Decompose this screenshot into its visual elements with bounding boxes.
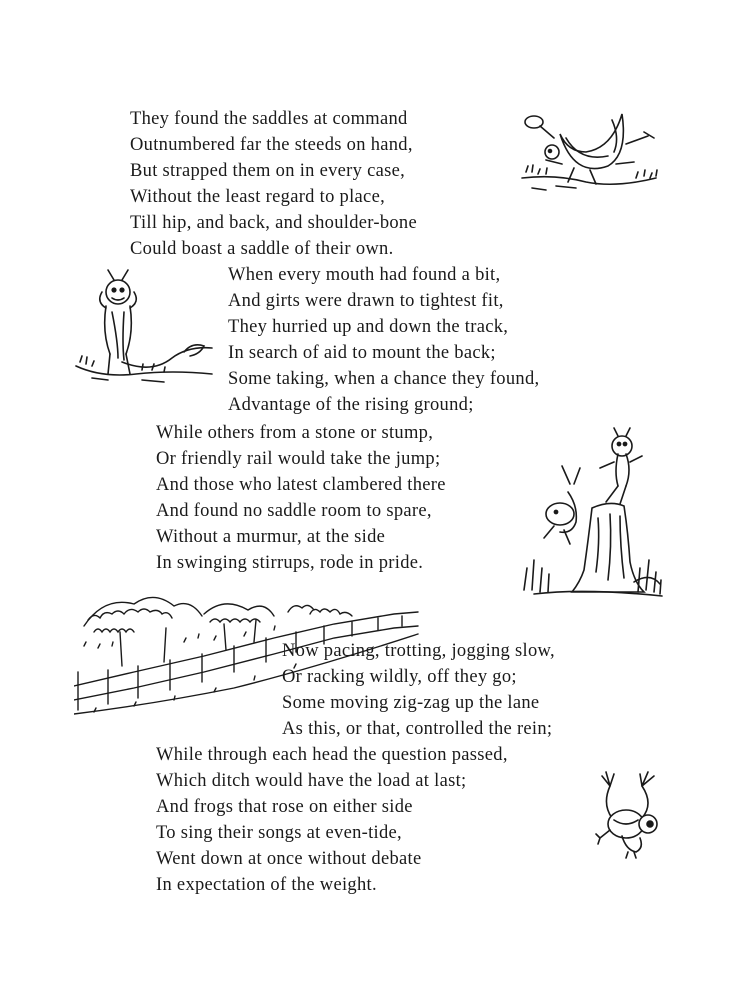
poem-line: In expectation of the weight. [156,875,377,895]
fence-landscape-illustration [74,576,420,718]
poem-line: Some taking, when a chance they found, [228,369,540,389]
poem-line: But strapped them on in every case, [130,161,406,181]
poem-line: And those who latest clambered there [156,475,446,495]
poem-line: Or racking wildly, off they go; [282,667,517,687]
poem-line: As this, or that, controlled the rein; [282,719,553,739]
poem-line: Without the least regard to place, [130,187,385,207]
poem-line: While others from a stone or stump, [156,423,434,443]
poem-line: While through each head the question passed, [156,745,508,765]
poem-line: They found the saddles at command [130,109,408,129]
stump-creatures-illustration [514,422,666,606]
poem-line: Advantage of the rising ground; [228,395,474,415]
saddled-creature-illustration [516,108,666,200]
poem-line: And found no saddle room to spare, [156,501,432,521]
poem-line: Now pacing, trotting, jogging slow, [282,641,555,661]
poem-line: When every mouth had found a bit, [228,265,501,285]
poem-line: They hurried up and down the track, [228,317,509,337]
poem-line: In swinging stirrups, rode in pride. [156,553,424,573]
poem-line: And frogs that rose on either side [156,797,413,817]
frog-illustration [592,768,664,860]
poem-line: To sing their songs at even-tide, [156,823,402,843]
poem-line: Outnumbered far the steeds on hand, [130,135,413,155]
poem-line: Some moving zig-zag up the lane [282,693,540,713]
poem-line: Could boast a saddle of their own. [130,239,394,259]
poem-line: In search of aid to mount the back; [228,343,496,363]
poem-line: Went down at once without debate [156,849,422,869]
poem-line: Without a murmur, at the side [156,527,386,547]
poem-line: And girts were drawn to tightest fit, [228,291,504,311]
bridled-creature-illustration [72,262,218,388]
poem-line: Or friendly rail would take the jump; [156,449,441,469]
poem-line: Till hip, and back, and shoulder-bone [130,213,417,233]
poem-line: Which ditch would have the load at last; [156,771,467,791]
